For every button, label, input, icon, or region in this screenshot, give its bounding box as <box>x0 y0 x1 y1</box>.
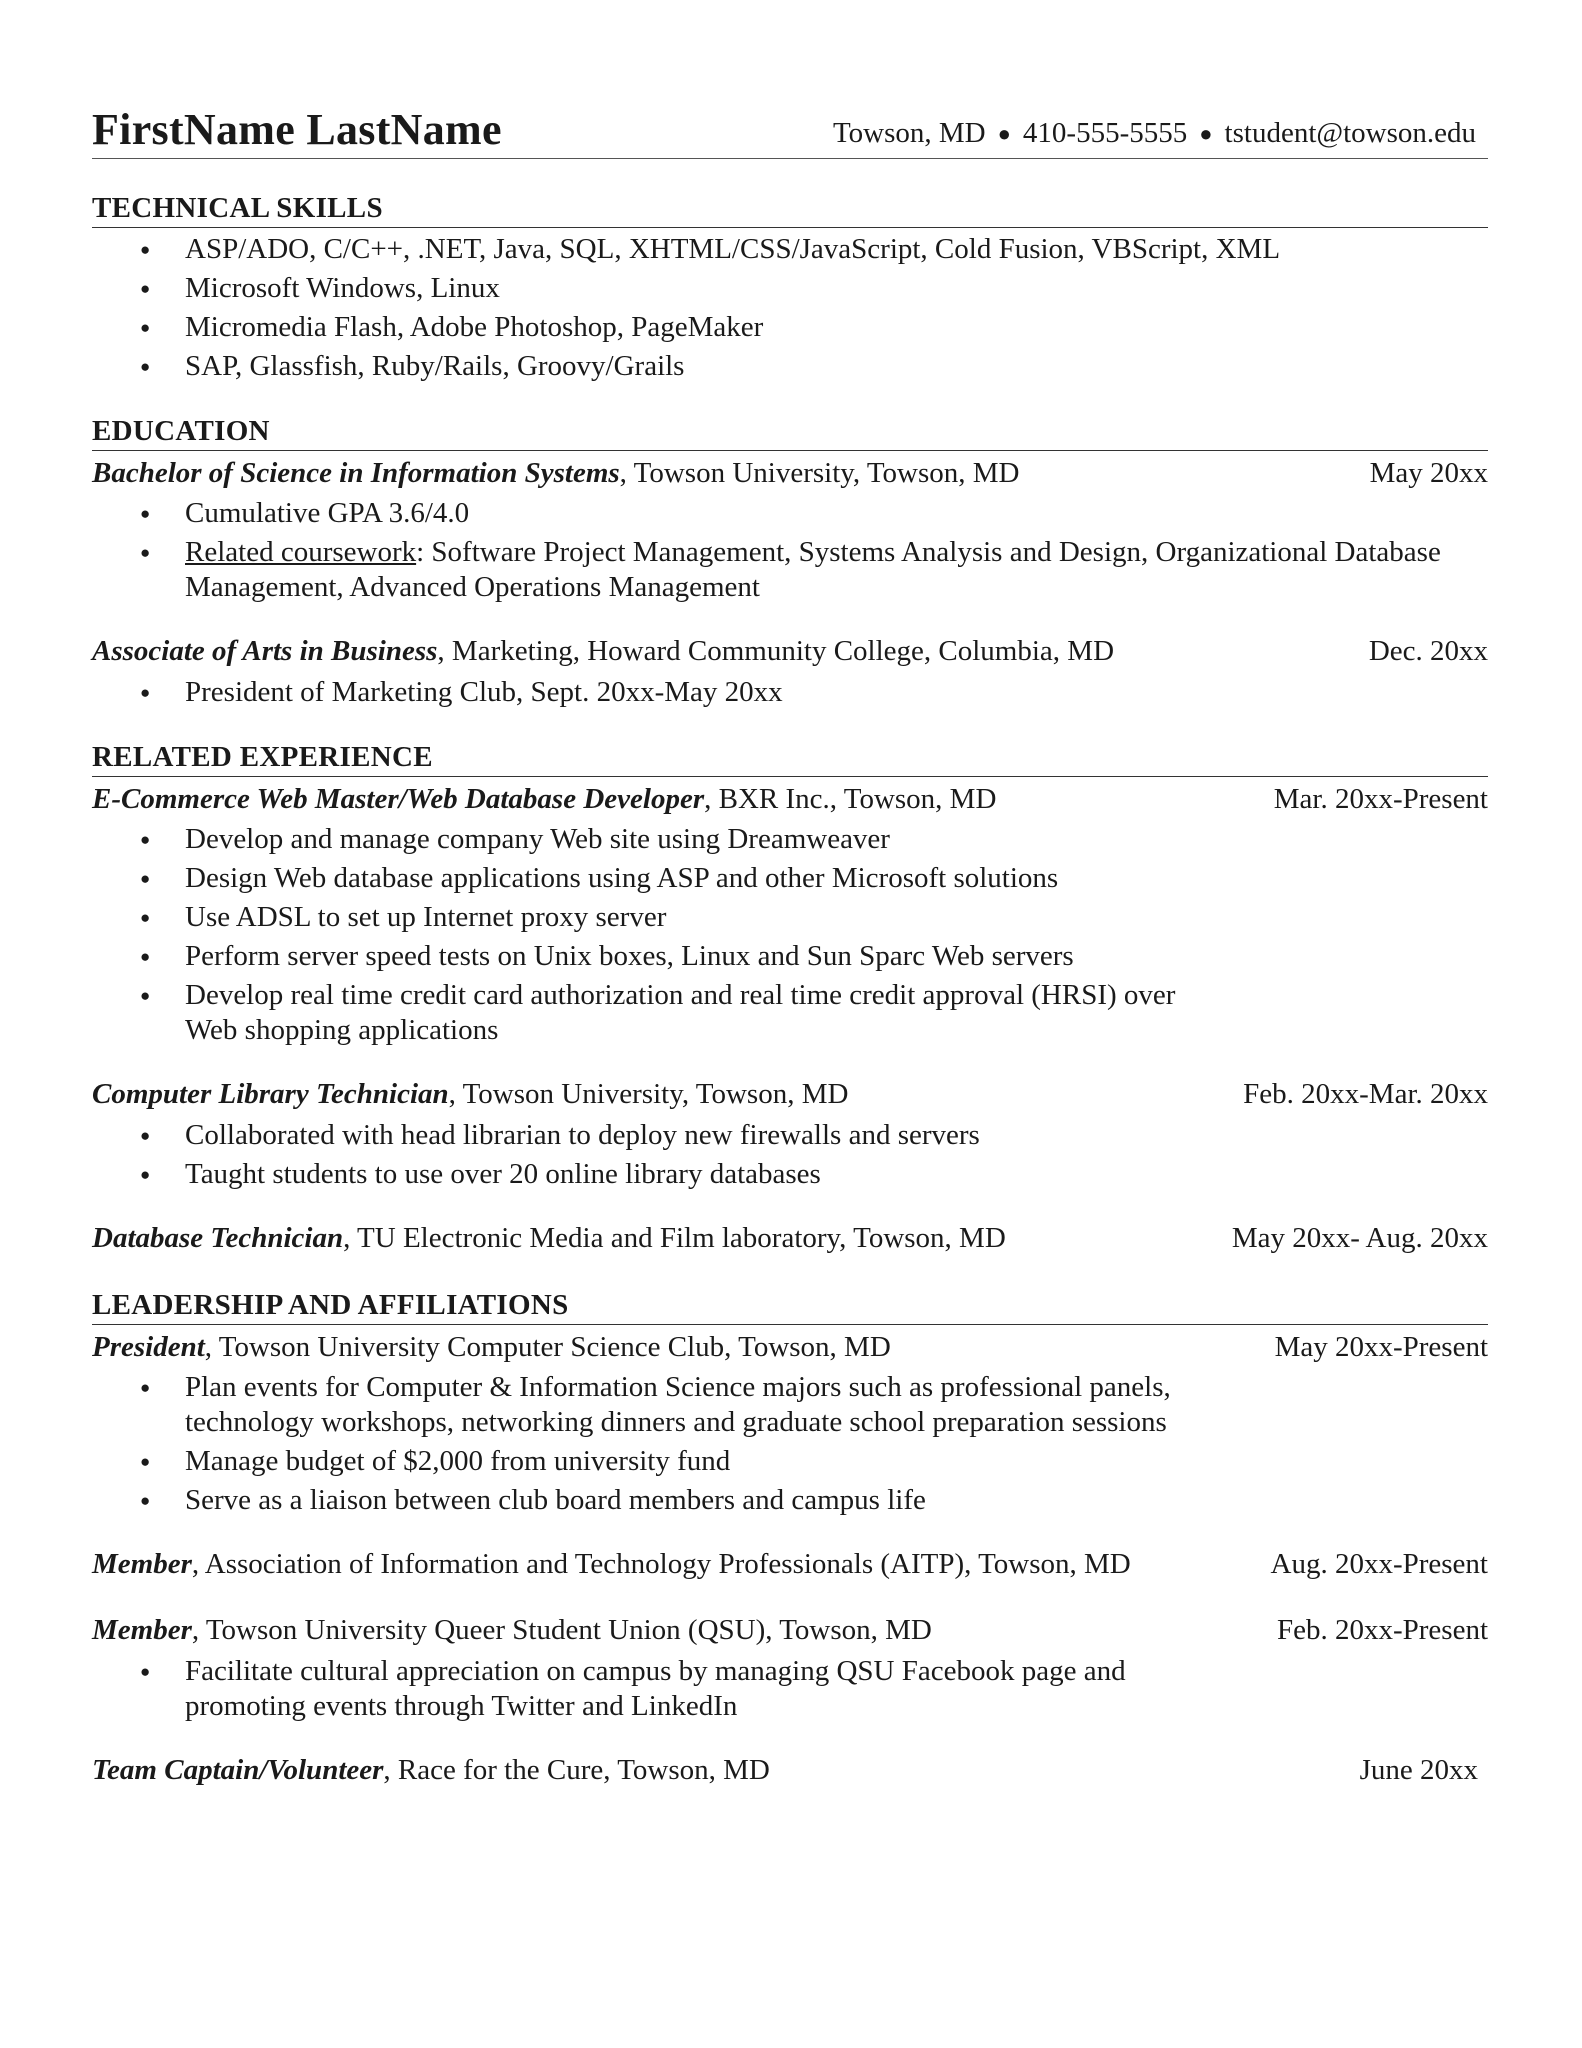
institution: , Towson University, Towson, MD <box>619 456 1020 489</box>
employer: , TU Electronic Media and Film laboratory, Towson, MD <box>343 1222 1006 1255</box>
job-title: Database Technician <box>92 1222 344 1255</box>
entry-date: May 20xx- Aug. 20xx <box>1231 1222 1488 1255</box>
education-entry <box>92 455 1488 606</box>
coursework-label: Related coursework <box>185 536 417 569</box>
degree-title: Associate of Arts in Business <box>92 635 438 668</box>
entry-date: June 20xx <box>1359 1753 1478 1786</box>
affiliation-role: Team Captain/Volunteer <box>92 1753 384 1786</box>
coursework-text: : Software Project Management, Systems Analysis and Design, Organizational Database Management, Advanced Operations Management <box>185 536 1441 604</box>
list-item: ● Taught students to use over 20 online library databases <box>92 1157 1488 1192</box>
entry-head <box>92 455 1488 493</box>
organization: , Race for the Cure, Towson, MD <box>383 1753 770 1786</box>
list-item: ● President of Marketing Club, Sept. 20xx-May 20xx <box>92 675 1488 710</box>
section-title: RELATED EXPERIENCE <box>92 740 1488 777</box>
list-item: ● SAP, Glassfish, Ruby/Rails, Groovy/Grails <box>92 349 1488 384</box>
entry-date: May 20xx <box>1369 456 1488 489</box>
entry-head <box>92 1076 1488 1114</box>
phone: 410-555-5555 <box>1022 117 1188 149</box>
organization: , Towson University Computer Science Club, Towson, MD <box>204 1330 891 1363</box>
organization: , Towson University Queer Student Union (QSU), Towson, MD <box>191 1614 932 1646</box>
bullet-list <box>92 675 1488 710</box>
list-item: ● Cumulative GPA 3.6/4.0 <box>92 496 1488 531</box>
affiliation-entry <box>92 1752 1488 1790</box>
list-item: ● ASP/ADO, C/C++, .NET, Java, SQL, XHTML/CSS/JavaScript, Cold Fusion, VBScript, XML <box>92 232 1488 267</box>
affiliation-entry <box>92 1546 1488 1584</box>
list-item: ● Facilitate cultural appreciation on campus by managing QSU Facebook page and promoting events through Twitter and LinkedIn <box>92 1654 1488 1724</box>
candidate-name: FirstName LastName <box>92 105 502 154</box>
entry-head <box>92 1220 1488 1258</box>
email: tstudent@towson.edu <box>1224 117 1476 149</box>
list-item: ● Use ADSL to set up Internet proxy server <box>92 900 1488 935</box>
job-title: Computer Library Technician <box>92 1078 449 1111</box>
bullet-list <box>92 1118 1488 1192</box>
bullet-list <box>92 822 1488 1048</box>
entry-date: Feb. 20xx-Present <box>1276 1614 1488 1646</box>
contact-info <box>833 119 1488 152</box>
employer: , Towson University, Towson, MD <box>448 1078 849 1111</box>
entry-date: Aug. 20xx-Present <box>1270 1548 1488 1581</box>
affiliation-role: Member <box>92 1614 192 1646</box>
bullet-separator-icon: ● <box>997 120 1011 146</box>
entry-head <box>92 1329 1488 1367</box>
leadership-section <box>92 1288 1488 1790</box>
list-item: ● Develop real time credit card authorization and real time credit approval (HRSI) over Web shopping applications <box>92 978 1488 1048</box>
list-item: ● Plan events for Computer & Information Science majors such as professional panels, technology workshops, networking dinners and graduate school preparation sessions <box>92 1370 1488 1440</box>
experience-entry <box>92 1220 1488 1258</box>
list-item: ● Manage budget of $2,000 from university fund <box>92 1444 1488 1479</box>
education-entry <box>92 633 1488 710</box>
affiliation-role: Member <box>92 1548 192 1581</box>
experience-entry <box>92 781 1488 1049</box>
education-section <box>92 414 1488 710</box>
section-title: EDUCATION <box>92 414 1488 451</box>
bullet-list <box>92 1654 1488 1724</box>
entry-date: Dec. 20xx <box>1368 635 1488 668</box>
entry-date: Feb. 20xx-Mar. 20xx <box>1243 1078 1488 1111</box>
degree-title: Bachelor of Science in Information Systems <box>92 456 620 489</box>
institution: , Marketing, Howard Community College, Columbia, MD <box>437 635 1115 668</box>
entry-date: Mar. 20xx-Present <box>1273 782 1488 815</box>
affiliation-role: President <box>92 1330 205 1363</box>
skills-list <box>92 232 1488 384</box>
list-item: ● Microsoft Windows, Linux <box>92 271 1488 306</box>
list-item <box>92 535 1488 605</box>
section-title: LEADERSHIP AND AFFILIATIONS <box>92 1288 1488 1325</box>
affiliation-entry <box>92 1329 1488 1519</box>
resume-header <box>92 105 1488 159</box>
affiliation-entry <box>92 1612 1488 1724</box>
section-title: TECHNICAL SKILLS <box>92 191 1488 228</box>
entry-head <box>92 633 1488 671</box>
list-item: ● Develop and manage company Web site using Dreamweaver <box>92 822 1488 857</box>
job-title: E-Commerce Web Master/Web Database Developer <box>92 782 705 815</box>
bullet-list <box>92 1370 1488 1518</box>
list-item: ● Collaborated with head librarian to deploy new firewalls and servers <box>92 1118 1488 1153</box>
entry-head <box>92 1612 1488 1650</box>
entry-head <box>92 1546 1488 1584</box>
list-item: ● Perform server speed tests on Unix boxes, Linux and Sun Sparc Web servers <box>92 939 1488 974</box>
bullet-list <box>92 496 1488 605</box>
skills-section <box>92 191 1488 384</box>
experience-entry <box>92 1076 1488 1192</box>
list-item: ● Design Web database applications using ASP and other Microsoft solutions <box>92 861 1488 896</box>
list-item: ● Serve as a liaison between club board members and campus life <box>92 1483 1488 1518</box>
entry-head <box>92 1752 1488 1790</box>
bullet-separator-icon: ● <box>1199 120 1213 146</box>
entry-date: May 20xx-Present <box>1274 1330 1488 1363</box>
location: Towson, MD <box>832 117 986 149</box>
entry-head <box>92 781 1488 819</box>
organization: , Association of Information and Technology Professionals (AITP), Towson, MD <box>191 1548 1131 1581</box>
list-item: ● Micromedia Flash, Adobe Photoshop, PageMaker <box>92 310 1488 345</box>
experience-section <box>92 740 1488 1258</box>
employer: , BXR Inc., Towson, MD <box>704 782 997 815</box>
